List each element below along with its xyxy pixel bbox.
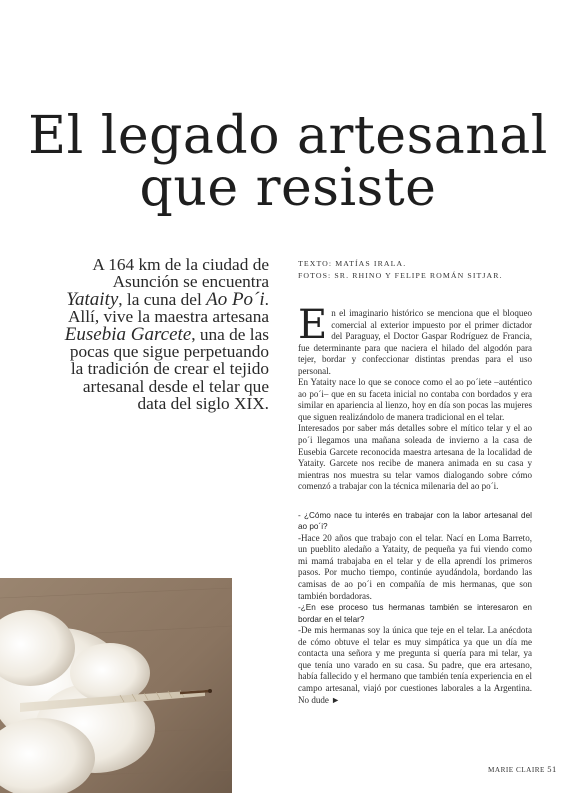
body-paragraph: En Yataity nace lo que se conoce como el ao po´iete –auténtico ao po´i– que en su faceta inicial no contaba con bordados y era similar en apariencia al lienzo, hoy en día son pocas las mujeres que siguen realizándolo de manera tradicional en el telar. [298,377,532,422]
lead-text: A 164 km de la ciudad de Asunción se encuentra [92,255,269,292]
lead-text: . Allí, vive la maestra artesana [67,289,269,327]
body-paragraph [298,302,532,377]
article-title [0,106,576,218]
credit-photos: FOTOS: SR. RHINO Y FELIPE ROMÁN SITJAR. [298,271,503,280]
lead-text: , una de las pocas que sigue perpetuando la tradición de crear el tejido artesanal desde el telar que data del siglo XIX. [69,324,269,414]
article-body [298,302,532,706]
title-line-2: que resiste [139,158,437,218]
cotton-spindle-image [0,578,232,793]
interview-question: -¿En ese proceso tus hermanas también se interesaron en bordar en el telar? [298,603,532,624]
drop-cap: E [298,302,328,348]
interview-answer: -De mis hermanas soy la única que teje en el telar. La anécdota de cómo obtuve el telar es muy simpática ya que un día me contacta una señora y me pregunta si quería para mi telar, ya que tenía uno varado en su casa. Su padre, que era artesano, había fallecido y el hermano que también tenía experiencia en el campo artesanal, viajó por cuestiones laborales a la Argentina. No dude ► [298,625,532,705]
credit-text: TEXTO: MATÍAS IRALA. [298,259,407,268]
page-footer [488,764,557,774]
lead-paragraph [62,256,269,413]
lead-craft: Ao Po´i [206,288,265,310]
interview-question: - ¿Cómo nace tu interés en trabajar con la labor artesanal del ao po´i? [298,510,532,532]
lead-text: , la cuna del [118,289,207,309]
body-text: n el imaginario histórico se menciona que el bloqueo comercial al exterior impuesto por el primer dictador del Paraguay, el Doctor Gaspar Rodríguez de Francia, fue determinante para que naciera el hilado del algodón para tejer, bordar y confeccionar distintas prendas para el uso personal. [298,308,532,376]
page-number: 51 [547,764,557,774]
body-paragraph: Interesados por saber más detalles sobre el mítico telar y el ao po´i llegamos una mañana soleada de invierno a la casa de Eusebia Garcete reconocida maestra artesana de la localidad de Yataity. Garcete nos recibe de manera animada en su casa y mientras nos muestra su telar vamos dialogando sobre cómo comenzó a trabajar con la técnica milenaria del ao po´i. [298,423,532,492]
credits [298,258,503,282]
interview-answer: -Hace 20 años que trabajo con el telar. Nací en Loma Barreto, un pueblito aledaño a Yataity, de pequeña ya fui viendo como mi mamá trabajaba en el telar y de ella aprendí los primeros pasos. Por mucho tiempo, continúe ayudándola, bordando las camisas de ao po´i en compañía de mis hermanas, que son también bordadoras. [298,532,532,601]
lead-place: Yataity [66,288,119,310]
lead-artisan-name: Eusebia Garcete [64,323,192,345]
title-line-1: El legado artesanal [28,106,548,166]
cotton-spindle-photo [0,578,232,793]
magazine-name: MARIE CLAIRE [488,766,545,774]
